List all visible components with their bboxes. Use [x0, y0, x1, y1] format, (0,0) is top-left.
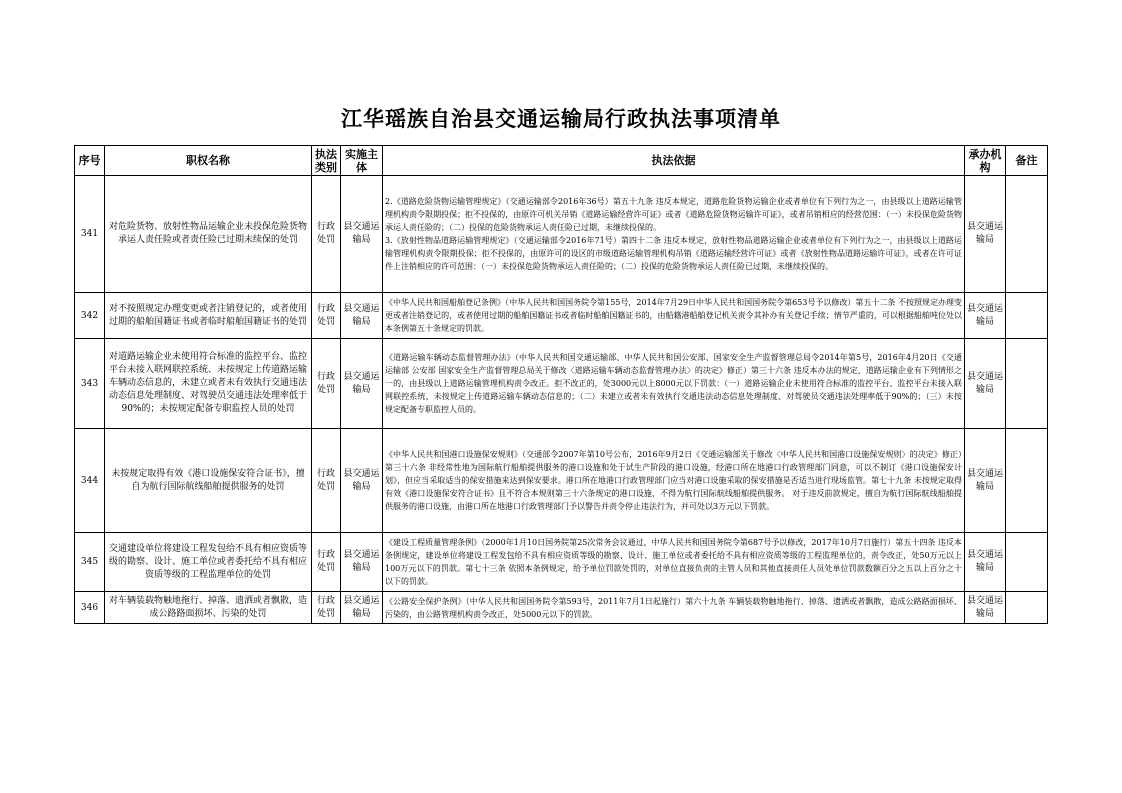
row-basis — [383, 339, 965, 429]
row-note — [1006, 429, 1048, 533]
header-note: 备注 — [1006, 146, 1048, 176]
row-org: 县交通运输局 — [965, 293, 1006, 339]
row-basis-text: 《中华人民共和国港口设施保安规则》（交通部令2007年第10号公布，2016年9月2日《交通运输部关于修改〈中华人民共和国港口设施保安规则〉的决定》修正）第三十六条 非经常性地为国际航行船舶提供服务的港口设施和处于试生产阶段的港口设施，经港口所在地港口行政管理部门同意，可以不制订《港口设施保安计划》，但应当采取适当的保安措施来达到保安要求。港口所在地港口行政管理部门应当对港口设施采取的保安措施是否适当进行现场监管。第七十九条 未按规定取得有效《港口设施保安符合证书》且不符合本规则第三十六条规定的港口设施，不得为航行国际航线船舶提供服务。 对于违反前款规定，擅自为航行国际航线船舶提供服务的港口设施，由港口所在地港口行政管理部门予以警告并责令停止违法行为，并可处以3万元以下罚款。 — [385, 450, 962, 511]
row-type: 行政处罚 — [312, 293, 341, 339]
row-name — [105, 176, 312, 293]
enforcement-items-table — [74, 145, 1048, 624]
row-subject: 县交通运输局 — [341, 293, 383, 339]
row-basis — [383, 592, 965, 624]
table-row — [75, 293, 1048, 339]
row-note — [1006, 592, 1048, 624]
row-basis-text: 《建设工程质量管理条例》（2000年1月10日国务院第25次常务会议通过，中华人民共和国国务院令第687号予以修改，2017年10月7日施行）第五十四条 违反本条例规定，建设单位将建设工程发包给不具有相应资质等级的勘察、设计、施工单位或者委托给不具有相应资质等级的工程监理单位的，责令改正，处50万元以上100万元以下的罚款。第七十三条 依照本条例规定，给予单位罚款处罚的，对单位直接负责的主管人员和其他直接责任人员处单位罚款数额百分之五以上百分之十以下的罚款。 — [385, 538, 962, 586]
row-name-text: 交通建设单位将建设工程发包给不具有相应资质等级的勘察、设计、施工单位或者委托给不具有相应资质等级的工程监理单位的处罚 — [108, 543, 307, 580]
row-basis-text: 《中华人民共和国船舶登记条例》（中华人民共和国国务院令第155号，2014年7月29日中华人民共和国国务院令第653号予以修改）第五十二条 不按照规定办理变更或者注销登记的，或者使用过期的船舶国籍证书或者临时船舶国籍证书的，由船籍港船舶登记机关责令其补办有关登记手续；情节严重的，可以根据船舶吨位处以本条例第五十条规定的罚款。 — [385, 298, 962, 333]
row-org: 县交通运输局 — [965, 429, 1006, 533]
row-name — [105, 339, 312, 429]
header-org: 承办机构 — [965, 146, 1006, 176]
table-header-row — [75, 146, 1048, 176]
row-type: 行政处罚 — [312, 429, 341, 533]
row-type: 行政处罚 — [312, 176, 341, 293]
header-type: 执法类别 — [312, 146, 341, 176]
header-basis: 执法依据 — [383, 146, 965, 176]
row-basis-text: 2.《道路危险货物运输管理规定》（交通运输部令2016年36号）第五十九条 违反本规定，道路危险货物运输企业或者单位有下列行为之一，由县级以上道路运输管理机构责令限期投保；拒不投保的，由原许可机关吊销《道路运输经营许可证》或者《道路危险货物运输许可证》，或者吊销相应的经营范围：（一）未投保危险货物承运人责任险的；（二）投保的危险货物承运人责任险已过期，未继续投保的。 3.《放射性物品道路运输管理规定》（交通运输部令2016年71号）第四十二条 违反本规定，放射性物品道路运输企业或者单位有下列行为之一，由县级以上道路运输管理机构责令限期投保；拒不投保的，由原许可的设区的市级道路运输管理机构吊销《道路运输经营许可证》或者《放射性物品道路运输许可证》，或者在许可证件上注销相应的许可范围：（一）未投保危险货物承运人责任险的；（二）投保的危险货物承运人责任险已过期，未继续投保的。 — [385, 197, 962, 271]
row-subject: 县交通运输局 — [341, 339, 383, 429]
row-org: 县交通运输局 — [965, 176, 1006, 293]
header-subject: 实施主体 — [341, 146, 383, 176]
row-basis — [383, 533, 965, 592]
row-seq: 341 — [75, 176, 105, 293]
row-name-text: 对道路运输企业未使用符合标准的监控平台、监控平台未接入联网联控系统、未按规定上传道路运输车辆动态信息的，未建立或者未有效执行交通违法动态信息处理制度、对驾驶员交通违法处理率低于90%的；未按规定配备专职监控人员的处罚 — [108, 352, 307, 414]
row-seq: 342 — [75, 293, 105, 339]
row-name-text: 对车辆装载物触地拖行、掉落、遗洒或者飘散，造成公路路面损坏、污染的处罚 — [108, 595, 307, 619]
row-subject: 县交通运输局 — [341, 533, 383, 592]
row-note — [1006, 176, 1048, 293]
row-subject: 县交通运输局 — [341, 592, 383, 624]
row-name-text: 对不按照规定办理变更或者注销登记的，或者使用过期的船舶国籍证书或者临时船舶国籍证书的处罚 — [108, 303, 307, 327]
row-name-text: 对危险货物、放射性物品运输企业未投保危险货物承运人责任险或者责任险已过期未续保的处罚 — [108, 222, 307, 245]
table-row — [75, 176, 1048, 293]
row-org: 县交通运输局 — [965, 533, 1006, 592]
row-name — [105, 592, 312, 624]
row-note — [1006, 533, 1048, 592]
row-org: 县交通运输局 — [965, 339, 1006, 429]
row-basis — [383, 176, 965, 293]
row-seq: 346 — [75, 592, 105, 624]
table-row — [75, 339, 1048, 429]
row-type: 行政处罚 — [312, 592, 341, 624]
table-row — [75, 592, 1048, 624]
row-type: 行政处罚 — [312, 533, 341, 592]
row-seq: 345 — [75, 533, 105, 592]
row-name-text: 未按规定取得有效《港口设施保安符合证书》，擅自为航行国际航线船舶提供服务的处罚 — [111, 468, 305, 492]
table-row — [75, 533, 1048, 592]
row-subject: 县交通运输局 — [341, 176, 383, 293]
row-seq: 343 — [75, 339, 105, 429]
row-type: 行政处罚 — [312, 339, 341, 429]
row-basis — [383, 293, 965, 339]
row-seq: 344 — [75, 429, 105, 533]
table-row — [75, 429, 1048, 533]
row-basis — [383, 429, 965, 533]
row-note — [1006, 339, 1048, 429]
row-subject: 县交通运输局 — [341, 429, 383, 533]
row-name — [105, 293, 312, 339]
row-name — [105, 533, 312, 592]
page-title: 江华瑶族自治县交通运输局行政执法事项清单 — [341, 106, 781, 131]
row-org: 县交通运输局 — [965, 592, 1006, 624]
row-note — [1006, 293, 1048, 339]
row-name — [105, 429, 312, 533]
header-name: 职权名称 — [105, 146, 312, 176]
header-seq: 序号 — [75, 146, 105, 176]
row-basis-text: 《公路安全保护条例》（中华人民共和国国务院令第593号，2011年7月1日起施行）第六十九条 车辆装载物触地拖行、掉落、遗洒或者飘散，造成公路路面损坏、污染的，由公路管理机构责令改正，处5000元以下的罚款。 — [385, 596, 962, 619]
row-basis-text: 《道路运输车辆动态监督管理办法》（中华人民共和国交通运输部、中华人民共和国公安部、国家安全生产监督管理总局令2014年第5号，2016年4月20日《交通运输部 公安部 国家安全生产监督管理总局关于修改〈道路运输车辆动态监督管理办法〉的决定》修正）第三十六条 违反本办法的规定，道路运输企业有下列情形之一的，由县级以上道路运输管理机构责令改正。拒不改正的，处3000元以上8000元以下罚款：（一）道路运输企业未使用符合标准的监控平台、监控平台未接入联网联控系统、未按规定上传道路运输车辆动态信息的；（二）未建立或者未有效执行交通违法动态信息处理制度、对驾驶员交通违法处理率低于90%的；（三）未按规定配备专职监控人员的。 — [385, 353, 962, 414]
